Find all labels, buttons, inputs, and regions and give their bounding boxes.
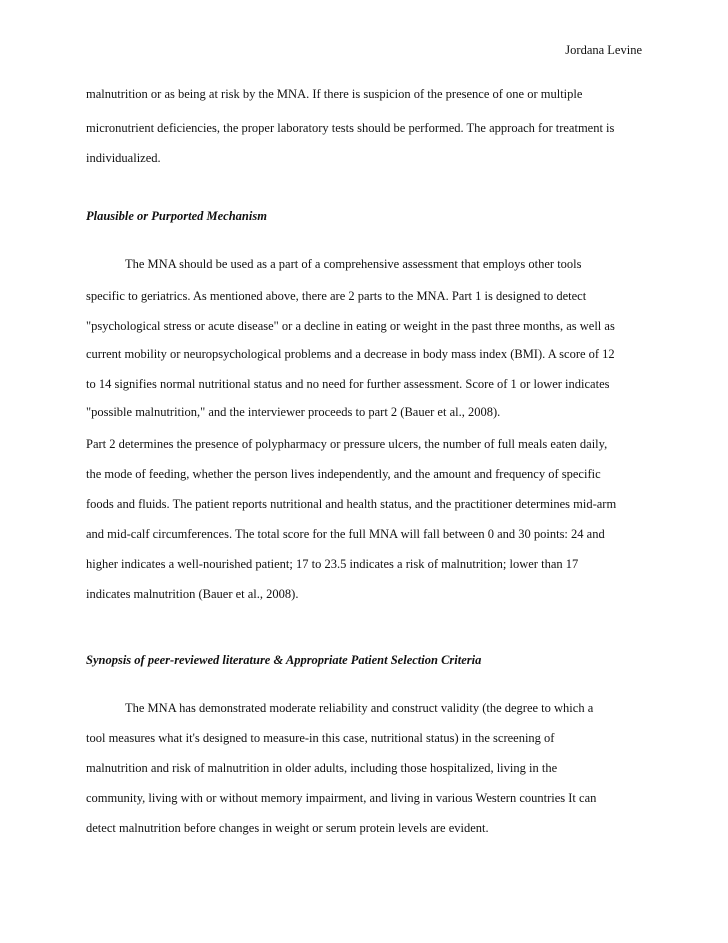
text-line: malnutrition or as being at risk by the MNA. If there is suspicion of the presence of one or multiple — [86, 87, 583, 101]
text-line: foods and fluids. The patient reports nutritional and health status, and the practitioner determines mid-arm — [86, 497, 617, 511]
text-line: "possible malnutrition," and the interviewer proceeds to part 2 (Bauer et al., 2008). — [86, 405, 501, 419]
section-heading: Plausible or Purported Mechanism — [86, 209, 267, 223]
text-line: higher indicates a well-nourished patient; 17 to 23.5 indicates a risk of malnutrition; lower than 17 — [86, 557, 579, 571]
text-line: The MNA should be used as a part of a comprehensive assessment that employs other tools — [125, 257, 582, 271]
text-line: current mobility or neuropsychological problems and a decrease in body mass index (BMI). A score of 12 — [86, 347, 615, 361]
text-line: tool measures what it's designed to measure-in this case, nutritional status) in the screening of — [86, 731, 555, 745]
text-line: and mid-calf circumferences. The total score for the full MNA will fall between 0 and 30 points: 24 and — [86, 527, 605, 541]
text-line: The MNA has demonstrated moderate reliability and construct validity (the degree to which a — [125, 701, 594, 715]
text-line: the mode of feeding, whether the person lives independently, and the amount and frequency of specific — [86, 467, 601, 481]
text-line: indicates malnutrition (Bauer et al., 2008). — [86, 587, 299, 601]
header-author: Jordana Levine — [565, 43, 642, 57]
text-line: malnutrition and risk of malnutrition in older adults, including those hospitalized, living in the — [86, 761, 558, 775]
text-line: to 14 signifies normal nutritional status and no need for further assessment. Score of 1 or lower indicates — [86, 377, 610, 391]
section-heading: Synopsis of peer-reviewed literature & Appropriate Patient Selection Criteria — [86, 653, 482, 667]
text-line: "psychological stress or acute disease" or a decline in eating or weight in the past three months, as well as — [86, 319, 615, 333]
text-line: specific to geriatrics. As mentioned above, there are 2 parts to the MNA. Part 1 is designed to detect — [86, 289, 587, 303]
text-line: community, living with or without memory impairment, and living in various Western countries It can — [86, 791, 597, 805]
text-line: Part 2 determines the presence of polypharmacy or pressure ulcers, the number of full meals eaten daily, — [86, 437, 608, 451]
text-line: individualized. — [86, 151, 161, 165]
text-line: detect malnutrition before changes in weight or serum protein levels are evident. — [86, 821, 489, 835]
text-line: micronutrient deficiencies, the proper laboratory tests should be performed. The approach for treatment is — [86, 121, 615, 135]
